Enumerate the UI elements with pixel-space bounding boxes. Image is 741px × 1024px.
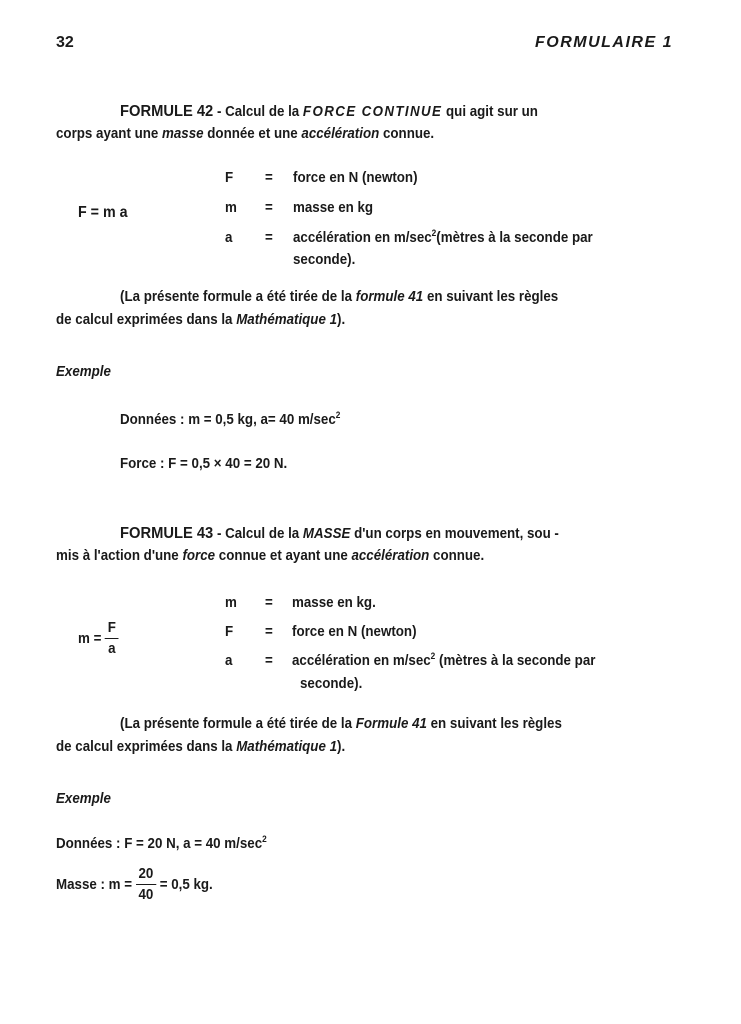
formule-42-example-title: Exemple bbox=[56, 364, 111, 380]
f43-var-sym: F bbox=[225, 624, 234, 640]
f42-var-eq: = bbox=[265, 230, 273, 246]
formule-43-label: FORMULE 43 bbox=[120, 525, 214, 542]
f42-var-desc: force en N (newton) bbox=[293, 170, 418, 186]
f42-var-desc: masse en kg bbox=[293, 200, 374, 216]
f42-var-desc-cont: seconde). bbox=[293, 252, 356, 268]
f43-var-sym: a bbox=[225, 653, 233, 669]
formule-43-intro-line2: mis à l'action d'une force connue et ayant une accélération connue. bbox=[56, 548, 485, 564]
f43-var-eq: = bbox=[265, 624, 273, 640]
f43-var-desc: force en N (newton) bbox=[292, 624, 417, 640]
formule-42-note: (La présente formule a été tirée de la formule 41 en suivant les règles bbox=[120, 289, 559, 305]
f43-var-desc: accélération en $m/\sec^2$ (mètres à la seconde par bbox=[292, 651, 596, 669]
f42-var-sym: F bbox=[225, 170, 234, 186]
fraction: $\frac{F}{a}$ bbox=[105, 618, 119, 659]
fraction: $\frac{20}{40}$ bbox=[136, 864, 156, 905]
f43-var-desc-cont: seconde). bbox=[300, 676, 363, 692]
formule-42-intro-line2: corps ayant une masse donnée et une accélération connue. bbox=[56, 126, 435, 142]
f43-var-eq: = bbox=[265, 653, 273, 669]
formule-42-given: Données : m = 0,5 kg, a= 40 $m/\sec^2$ bbox=[120, 410, 341, 428]
f42-var-eq: = bbox=[265, 200, 273, 216]
formule-42-label: FORMULE 42 bbox=[120, 103, 214, 120]
formule-43-note: (La présente formule a été tirée de la Formule 41 en suivant les règles bbox=[120, 716, 562, 732]
formule-43-example-title: Exemple bbox=[56, 791, 111, 807]
formule-43-equation: m = $\frac{F}{a}$ bbox=[78, 618, 122, 659]
formule-42-result: Force : F = 0,5 × 40 = 20 N. bbox=[120, 456, 288, 472]
f42-var-sym: m bbox=[225, 200, 237, 216]
formule-42-intro: FORMULE 42 - Calcul de la FORCE CONTINUE qui agit sur un bbox=[120, 103, 538, 120]
formule-42-equation: F = m a bbox=[78, 204, 128, 221]
f42-var-desc: accélération en $m/\sec^2(mètres$ à la seconde par bbox=[293, 228, 593, 246]
f42-var-eq: = bbox=[265, 170, 273, 186]
f43-var-sym: m bbox=[225, 595, 237, 611]
f43-var-eq: = bbox=[265, 595, 273, 611]
formule-42-note-line2: de calcul exprimées dans la Mathématique 1). bbox=[56, 312, 346, 328]
formule-43-intro: FORMULE 43 - Calcul de la MASSE d'un corps en mouvement, sou - bbox=[120, 525, 559, 542]
page-number: 32 bbox=[56, 34, 74, 51]
f43-var-desc: masse en kg. bbox=[292, 595, 376, 611]
formule-43-result: Masse : m = $\frac{20}{40}$ = 0,5 kg. bbox=[56, 866, 213, 903]
f42-var-sym: a bbox=[225, 230, 233, 246]
running-title: FORMULAIRE 1 bbox=[535, 34, 673, 51]
formule-43-given: Données : F = 20 N, a = 40 $m/\sec^2$ bbox=[56, 834, 267, 852]
formule-43-note-line2: de calcul exprimées dans la Mathématique 1). bbox=[56, 739, 346, 755]
